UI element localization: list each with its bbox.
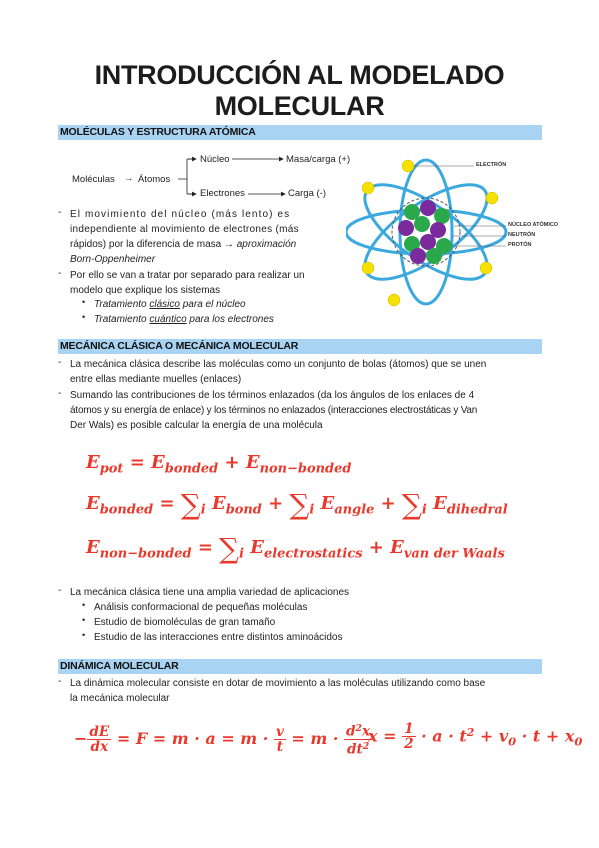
app-item: Estudio de biomoléculas de gran tamaño: [94, 617, 276, 628]
section-heading-bar: [58, 659, 542, 674]
bullet-dot: •: [82, 600, 86, 610]
equation-epot: $E_{pot} = E_{bonded} + E_{non-bonded}$: [86, 452, 352, 477]
label-proton: PROTÓN: [508, 242, 532, 248]
bullet-dash: -: [58, 585, 62, 596]
mecanica-p1-l1: La mecánica clásica describe las moléculas como un conjunto de bolas (átomos) que se unen: [70, 359, 487, 370]
mecanica-p1-l2: entre ellas mediante muelles (enlaces): [70, 374, 242, 385]
arrow-icon: →: [124, 173, 134, 184]
bullet-dash: -: [58, 357, 62, 368]
sub-clasico: Tratamiento clásico para el núcleo: [94, 299, 246, 310]
bullet-dot: •: [82, 630, 86, 640]
page-title: INTRODUCCIÓN AL MODELADO: [94, 60, 505, 90]
bullet-dot: •: [82, 615, 86, 625]
equation-enonbonded: $E_{non-bonded} = \sum_i$ $E_{electrostatics} + E_{van der Waals}$: [86, 532, 505, 565]
mecanica-p2-l1: Sumando las contribuciones de los términos enlazados (da los ángulos de los enlaces de 4: [70, 390, 475, 401]
equation-position: x = $\frac{1}{2}$ · $a \cdot t^2 + v_0 \cdot t + x_0$: [368, 721, 583, 753]
label-neutron: NEUTRÓN: [508, 232, 536, 238]
section-heading-dinamica: DINÁMICA MOLECULAR: [60, 660, 179, 672]
dinamica-p1-l1: La dinámica molecular consiste en dotar de movimiento a las moléculas utilizando como base: [70, 678, 486, 689]
label-nucleo-atomico: NÚCLEO ATÓMICO: [508, 222, 559, 228]
dinamica-p1-l2: la mecánica molecular: [70, 693, 170, 704]
bullet-dot: •: [82, 297, 86, 307]
mecanica-p3: La mecánica clásica tiene una amplia variedad de aplicaciones: [70, 587, 350, 598]
label-electron: ELECTRÓN: [476, 162, 507, 168]
app-item: Análisis conformacional de pequeñas moléculas: [94, 602, 308, 613]
diagram-electrones: Electrones: [200, 188, 245, 199]
bullet-dot: •: [82, 312, 86, 322]
paragraph-nucleo: El movimiento del núcleo (más lento) es: [70, 209, 291, 220]
paragraph-nucleo-l3: rápidos) por la diferencia de masa → aproximación: [70, 239, 297, 250]
paragraph-nucleo-l2: independiente al movimiento de electrones (más: [70, 224, 299, 235]
bullet-dash: -: [58, 207, 62, 218]
mecanica-p2-l2: átomos y su energía de enlace) y los términos no enlazados (interacciones electrostáticas y Van: [70, 405, 478, 416]
mecanica-p2-l3: Der Wals) es posible calcular la energía de una molécula: [70, 420, 323, 431]
diagram-moleculas: Moléculas: [72, 174, 115, 185]
diagram-nucleo: Núcleo: [200, 154, 230, 165]
section-heading-mecanica: MECÁNICA CLÁSICA O MECÁNICA MOLECULAR: [60, 340, 299, 352]
paragraph-nucleo-l4: Born-Oppenheimer: [70, 254, 156, 265]
paragraph-separado-l1: Por ello se van a tratar por separado para realizar un: [70, 270, 305, 281]
section-heading-moleculas: MOLÉCULAS Y ESTRUCTURA ATÓMICA: [60, 126, 256, 138]
bullet-dash: -: [58, 268, 62, 279]
page-title-line2: MOLECULAR: [214, 91, 385, 121]
bullet-dash: -: [58, 388, 62, 399]
bullet-dash: -: [58, 676, 62, 687]
paragraph-separado-l2: modelo que explique los sistemas: [70, 285, 221, 296]
diagram-carga: Carga (-): [288, 188, 327, 199]
section-heading-bar: [58, 339, 542, 354]
sub-cuantico: Tratamiento cuántico para los electrones: [94, 314, 274, 325]
app-item: Estudio de las interacciones entre distintos aminoácidos: [94, 632, 343, 643]
diagram-atomos: Átomos: [138, 174, 171, 185]
equation-ebonded: $E_{bonded} = \sum_i$ $E_{bond} + \sum_i$ $E_{angle} + \sum_i$ $E_{dihedral}$: [86, 488, 508, 521]
diagram-masa-carga: Masa/carga (+): [286, 154, 351, 165]
equation-newton: − $\frac{dE}{dx}$ = F = m · a = m · $\frac{v}{t}$ = m · $\frac{d^2x}{dt^2}$: [74, 723, 371, 758]
